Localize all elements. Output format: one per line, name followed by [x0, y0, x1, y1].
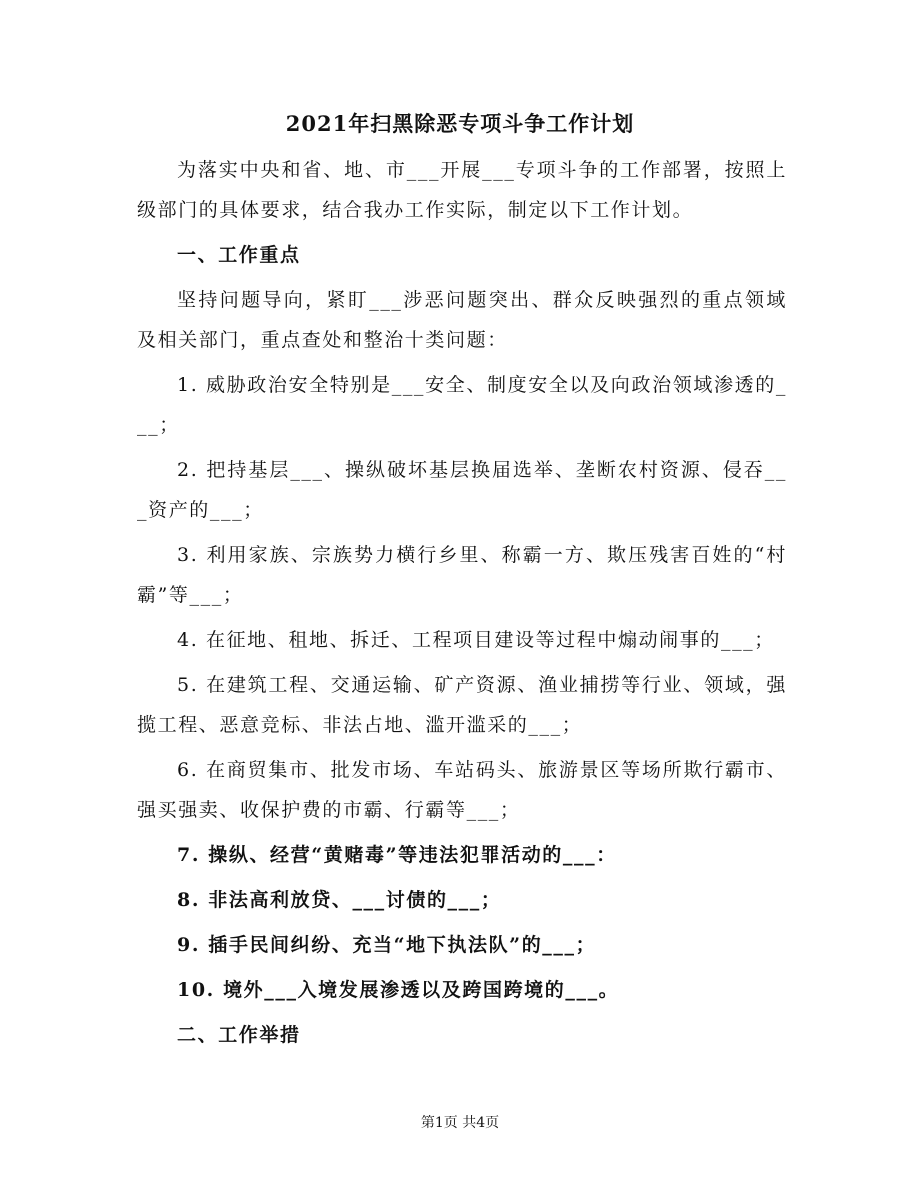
list-item-4: 4. 在征地、租地、拆迁、工程项目建设等过程中煽动闹事的___； — [177, 629, 775, 651]
list-item-6: 6. 在商贸集市、批发市场、车站码头、旅游景区等场所欺行霸市、强买强卖、收保护费的市霸、行霸等___； — [137, 759, 787, 821]
intro-paragraph: 为落实中央和省、地、市___开展___专项斗争的工作部署，按照上级部门的具体要求，结合我办工作实际，制定以下工作计划。 — [137, 159, 787, 221]
list-item-8: 8. 非法高利放贷、___讨债的___； — [177, 889, 502, 911]
list-item-3: 3. 利用家族、宗族势力横行乡里、称霸一方、欺压残害百姓的“村霸”等___； — [137, 544, 787, 606]
document-body — [137, 150, 787, 1060]
document-title: 2021年扫黑除恶专项斗争工作计划 — [285, 111, 635, 136]
list-item-5: 5. 在建筑工程、交通运输、矿产资源、渔业捕捞等行业、领域，强揽工程、恶意竞标、非法占地、滥开滥采的___； — [137, 674, 787, 736]
list-item-2: 2. 把持基层___、操纵破坏基层换届选举、垄断农村资源、侵吞___资产的___； — [137, 459, 787, 521]
section-intro-paragraph: 坚持问题导向，紧盯___涉恶问题突出、群众反映强烈的重点领域及相关部门，重点查处和整治十类问题： — [137, 289, 787, 351]
page-number-footer: 第1页 共4页 — [420, 1115, 500, 1131]
section-heading-work-measures: 二、工作举措 — [177, 1024, 301, 1046]
list-item-1: 1. 威胁政治安全特别是___安全、制度安全以及向政治领域渗透的___； — [137, 374, 787, 436]
section-heading-work-focus: 一、工作重点 — [177, 244, 301, 266]
list-item-9: 9. 插手民间纠纷、充当“地下执法队”的___； — [177, 934, 597, 956]
list-item-7: 7. 操纵、经营“黄赌毒”等违法犯罪活动的___： — [177, 844, 617, 866]
list-item-10: 10. 境外___入境发展渗透以及跨国跨境的___。 — [177, 979, 620, 1001]
